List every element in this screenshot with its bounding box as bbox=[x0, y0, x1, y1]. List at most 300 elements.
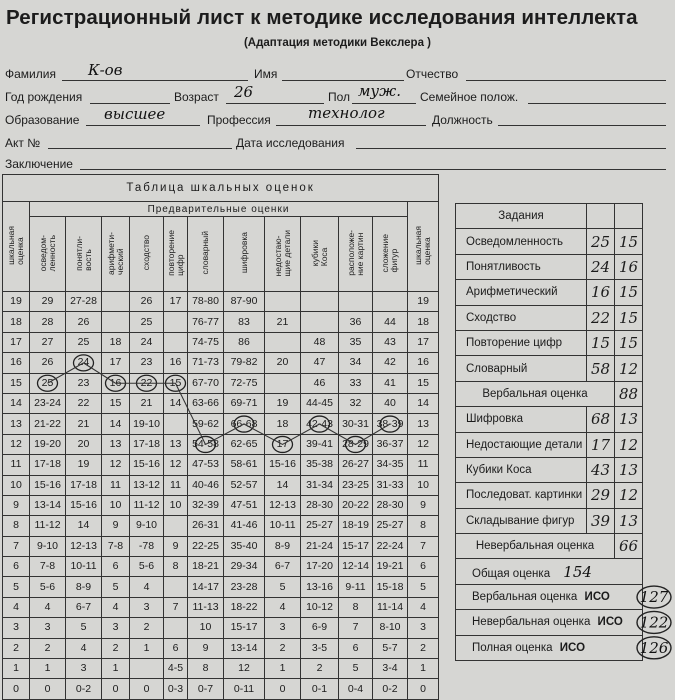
table-cell: 0-7 bbox=[188, 679, 224, 699]
table-cell: 10 bbox=[408, 475, 439, 495]
table-cell: 29 bbox=[30, 292, 66, 312]
table-cell: 44-45 bbox=[301, 393, 339, 413]
exam-date-label: Дата исследования bbox=[236, 136, 345, 150]
conclusion-label: Заключение bbox=[5, 157, 73, 171]
table-cell: 13 bbox=[164, 434, 188, 454]
table-cell: 3 bbox=[102, 618, 130, 638]
table-cell: 0-4 bbox=[339, 679, 373, 699]
table-cell: 13-12 bbox=[130, 475, 164, 495]
task-label: Шифровка bbox=[456, 407, 587, 432]
table-cell: 9-10 bbox=[30, 536, 66, 556]
table-cell: 15 bbox=[3, 373, 30, 393]
iq-abbr: ИСО bbox=[584, 591, 610, 604]
task-label: Арифметический bbox=[456, 280, 587, 305]
task-label: Последоват. картинки bbox=[456, 483, 587, 508]
table-cell: 3 bbox=[3, 618, 30, 638]
table-cell: 3-4 bbox=[373, 659, 408, 679]
table-cell: 7 bbox=[164, 597, 188, 617]
column-header-text: арифмети- ческий bbox=[105, 231, 125, 275]
table-cell: 2 bbox=[102, 638, 130, 658]
iq-abbr: ИСО bbox=[559, 641, 586, 654]
scaled-score: 15 bbox=[615, 305, 643, 330]
table-cell: 3 bbox=[130, 597, 164, 617]
table-cell: 7-8 bbox=[102, 536, 130, 556]
table-cell: 15-17 bbox=[339, 536, 373, 556]
act-number-label: Акт № bbox=[5, 136, 41, 150]
table-cell: 4 bbox=[102, 597, 130, 617]
task-label: Складывание фигур bbox=[456, 508, 587, 533]
table-cell: 18-22 bbox=[224, 597, 265, 617]
table-cell: 2 bbox=[3, 638, 30, 658]
table-cell: 26-31 bbox=[188, 516, 224, 536]
table-cell: 21 bbox=[130, 393, 164, 413]
table-cell: 6-9 bbox=[301, 618, 339, 638]
verbal-score-row-value: 88 bbox=[615, 381, 643, 406]
table-cell: 78-80 bbox=[188, 292, 224, 312]
table-cell: 47-53 bbox=[188, 455, 224, 475]
table-cell: 43 bbox=[373, 332, 408, 352]
table-cell: 0-3 bbox=[164, 679, 188, 699]
column-header-text: повторение цифр bbox=[165, 230, 185, 276]
surname-label: Фамилия bbox=[5, 67, 56, 81]
table-cell: 4-5 bbox=[164, 659, 188, 679]
table-cell: 15-16 bbox=[66, 495, 102, 515]
table-cell: 83 bbox=[224, 312, 265, 332]
table-cell: 44 bbox=[373, 312, 408, 332]
table-cell: 11 bbox=[164, 475, 188, 495]
table-cell: 74-75 bbox=[188, 332, 224, 352]
table-cell: 0 bbox=[102, 679, 130, 699]
scaled-score: 12 bbox=[615, 483, 643, 508]
table-cell: 11-12 bbox=[30, 516, 66, 536]
column-header-text: понятли- вость bbox=[73, 235, 93, 271]
table-cell: 18 bbox=[102, 332, 130, 352]
table-cell: 15-16 bbox=[130, 455, 164, 475]
table-cell: 58-61 bbox=[224, 455, 265, 475]
table-cell: 10-11 bbox=[66, 557, 102, 577]
table-cell: 8-10 bbox=[373, 618, 408, 638]
table-cell: 9 bbox=[164, 536, 188, 556]
table-cell: 17 bbox=[3, 332, 30, 352]
table-cell: 21 bbox=[66, 414, 102, 434]
table-cell: 63-66 bbox=[188, 393, 224, 413]
iq-value: 126 bbox=[639, 638, 669, 657]
table-cell: 2 bbox=[408, 638, 439, 658]
table-cell: 26 bbox=[66, 312, 102, 332]
table-cell: 5 bbox=[339, 659, 373, 679]
sex-value: муж. bbox=[358, 82, 401, 100]
column-header-text: шкальная оценка bbox=[413, 226, 433, 265]
sex-label: Пол bbox=[328, 90, 351, 104]
table-cell: 28-29 bbox=[339, 434, 373, 454]
table-cell: 9 bbox=[408, 495, 439, 515]
table-cell: 23 bbox=[130, 353, 164, 373]
column-header-text: осведом- ленность bbox=[37, 234, 57, 272]
table-cell: 1 bbox=[102, 659, 130, 679]
table-cell: 24 bbox=[66, 353, 102, 373]
table-cell: 16 bbox=[408, 353, 439, 373]
table-cell: 14-17 bbox=[188, 577, 224, 597]
education-value: высшее bbox=[104, 105, 166, 123]
table-cell: 69-71 bbox=[224, 393, 265, 413]
verbal-score-row-label: Вербальная оценка bbox=[456, 381, 615, 406]
table-cell: 18-19 bbox=[339, 516, 373, 536]
table-cell: 23-28 bbox=[224, 577, 265, 597]
table-cell: 2 bbox=[30, 638, 66, 658]
table-cell: 6 bbox=[164, 638, 188, 658]
table-cell: 6 bbox=[102, 557, 130, 577]
profession-label: Профессия bbox=[207, 113, 271, 127]
table-cell: 4 bbox=[66, 638, 102, 658]
table-cell: 4 bbox=[265, 597, 301, 617]
table-cell: 19-20 bbox=[30, 434, 66, 454]
table-cell: 4 bbox=[3, 597, 30, 617]
patronymic-label: Отчество bbox=[406, 67, 459, 81]
scaled-score: 12 bbox=[615, 356, 643, 381]
table-cell: 32-39 bbox=[188, 495, 224, 515]
table-cell: 1 bbox=[265, 659, 301, 679]
page-title: Регистрационный лист к методике исследования интеллекта bbox=[6, 6, 638, 29]
table-cell: 19 bbox=[265, 393, 301, 413]
table-cell: 0-1 bbox=[301, 679, 339, 699]
table-cell: 15-16 bbox=[30, 475, 66, 495]
task-label: Повторение цифр bbox=[456, 330, 587, 355]
table-cell: 10 bbox=[102, 495, 130, 515]
raw-score: 39 bbox=[587, 508, 615, 533]
table-cell: 13-16 bbox=[301, 577, 339, 597]
table-cell: 3 bbox=[30, 618, 66, 638]
table-cell: 79-82 bbox=[224, 353, 265, 373]
table-cell: 21-22 bbox=[30, 414, 66, 434]
table-cell: 52-57 bbox=[224, 475, 265, 495]
column-header-text: сложение фигур bbox=[380, 233, 399, 273]
age-value: 26 bbox=[234, 83, 254, 101]
table-cell: 8 bbox=[188, 659, 224, 679]
table-cell: 31-33 bbox=[373, 475, 408, 495]
table-cell: 19 bbox=[66, 455, 102, 475]
table-cell: 17 bbox=[102, 353, 130, 373]
profession-value: технолог bbox=[308, 104, 385, 122]
task-label: Сходство bbox=[456, 305, 587, 330]
table-cell: 26 bbox=[130, 292, 164, 312]
page-subtitle: (Адаптация методики Векслера ) bbox=[243, 37, 432, 49]
table-cell: 36 bbox=[339, 312, 373, 332]
table-cell: 7 bbox=[3, 536, 30, 556]
table-cell: 41-46 bbox=[224, 516, 265, 536]
table-cell: 22 bbox=[66, 393, 102, 413]
table-cell: 8 bbox=[408, 516, 439, 536]
table-cell: 32 bbox=[339, 393, 373, 413]
table-cell: 5 bbox=[102, 577, 130, 597]
table-cell: 5-6 bbox=[130, 557, 164, 577]
table-cell: 5-6 bbox=[30, 577, 66, 597]
raw-score: 68 bbox=[587, 407, 615, 432]
table-cell: 2 bbox=[265, 638, 301, 658]
table-cell: 54-58 bbox=[188, 434, 224, 454]
table-cell: 0 bbox=[408, 679, 439, 699]
table-cell: 6 bbox=[339, 638, 373, 658]
table-cell: 47 bbox=[301, 353, 339, 373]
table-cell: 30-31 bbox=[339, 414, 373, 434]
table-cell: 13 bbox=[3, 414, 30, 434]
total-score-value: 154 bbox=[563, 562, 592, 581]
raw-score: 24 bbox=[587, 254, 615, 279]
table-cell: 66-68 bbox=[224, 414, 265, 434]
table-cell: 17 bbox=[408, 332, 439, 352]
table-cell: 3-5 bbox=[301, 638, 339, 658]
table-cell: 0 bbox=[30, 679, 66, 699]
tasks-header: Задания bbox=[456, 204, 587, 229]
table-cell: 17 bbox=[265, 434, 301, 454]
table-cell: 25-27 bbox=[373, 516, 408, 536]
table-cell: 76-77 bbox=[188, 312, 224, 332]
table-cell: 38-39 bbox=[373, 414, 408, 434]
table-cell: 0-11 bbox=[224, 679, 265, 699]
table-cell: 14 bbox=[3, 393, 30, 413]
table-cell: 28-30 bbox=[301, 495, 339, 515]
table-cell: 5 bbox=[66, 618, 102, 638]
table-cell: 31-34 bbox=[301, 475, 339, 495]
table-cell: 4 bbox=[30, 597, 66, 617]
task-label: Словарный bbox=[456, 356, 587, 381]
table-cell: 16 bbox=[102, 373, 130, 393]
table-cell: 0 bbox=[265, 679, 301, 699]
column-header-text: словарный bbox=[200, 231, 210, 275]
table-cell: 22 bbox=[130, 373, 164, 393]
table-cell: 25 bbox=[130, 312, 164, 332]
table-cell: 9-10 bbox=[130, 516, 164, 536]
table-cell: 23 bbox=[66, 373, 102, 393]
table-cell: 1 bbox=[408, 659, 439, 679]
scaled-score: 15 bbox=[615, 330, 643, 355]
table-cell: 14 bbox=[164, 393, 188, 413]
table-cell: 8 bbox=[164, 557, 188, 577]
raw-score: 16 bbox=[587, 280, 615, 305]
scaled-score: 12 bbox=[615, 432, 643, 457]
table-cell: 4 bbox=[130, 577, 164, 597]
table-cell: 0 bbox=[3, 679, 30, 699]
table-cell: 6-7 bbox=[265, 557, 301, 577]
table-cell: 4 bbox=[408, 597, 439, 617]
table-cell: 21 bbox=[265, 312, 301, 332]
position-label: Должность bbox=[432, 113, 493, 127]
table-cell: 10 bbox=[3, 475, 30, 495]
table-cell: 14 bbox=[66, 516, 102, 536]
table-cell: 10 bbox=[188, 618, 224, 638]
table-cell: 17-18 bbox=[130, 434, 164, 454]
table-cell: 8-9 bbox=[66, 577, 102, 597]
scaled-score: 13 bbox=[615, 457, 643, 482]
table-cell: 2 bbox=[130, 618, 164, 638]
table-cell: 48 bbox=[301, 332, 339, 352]
table-cell: 6 bbox=[3, 557, 30, 577]
name-label: Имя bbox=[254, 67, 278, 81]
table-cell: 19 bbox=[3, 292, 30, 312]
table-cell: 28-30 bbox=[373, 495, 408, 515]
table-cell: 6 bbox=[408, 557, 439, 577]
table-cell: 10-11 bbox=[265, 516, 301, 536]
scaled-score: 15 bbox=[615, 229, 643, 254]
table-cell: 12 bbox=[224, 659, 265, 679]
table-cell: 13-14 bbox=[30, 495, 66, 515]
iq-abbr: ИСО bbox=[597, 616, 623, 629]
table-cell: 20-22 bbox=[339, 495, 373, 515]
table-cell: 40 bbox=[373, 393, 408, 413]
task-label: Понятливость bbox=[456, 254, 587, 279]
column-header-text: шкальная оценка bbox=[6, 226, 25, 265]
table-cell: 2 bbox=[301, 659, 339, 679]
table-cell: 3 bbox=[265, 618, 301, 638]
nonverbal-score-row-label: Невербальная оценка bbox=[456, 534, 615, 559]
table-cell: 3 bbox=[66, 659, 102, 679]
table-cell: 47-51 bbox=[224, 495, 265, 515]
table-cell: 1 bbox=[130, 638, 164, 658]
table-cell: 1 bbox=[3, 659, 30, 679]
table-cell: 22-25 bbox=[188, 536, 224, 556]
table-cell: 11 bbox=[102, 475, 130, 495]
table-cell: 17-20 bbox=[301, 557, 339, 577]
table-cell: 12 bbox=[164, 455, 188, 475]
table-cell: 8 bbox=[3, 516, 30, 536]
age-label: Возраст bbox=[174, 90, 219, 104]
table-cell: 9 bbox=[188, 638, 224, 658]
table-cell: 11-12 bbox=[130, 495, 164, 515]
column-header-text: шифровка bbox=[238, 232, 249, 274]
task-label: Недостающие детали bbox=[456, 432, 587, 457]
table-cell: 25-27 bbox=[301, 516, 339, 536]
scaled-score: 13 bbox=[615, 407, 643, 432]
table-cell: 17 bbox=[164, 292, 188, 312]
table-cell: 29-34 bbox=[224, 557, 265, 577]
raw-score: 15 bbox=[587, 330, 615, 355]
table-cell: 12-14 bbox=[339, 557, 373, 577]
table-cell: 0 bbox=[130, 679, 164, 699]
table-cell: 87-90 bbox=[224, 292, 265, 312]
table-cell: 25 bbox=[66, 332, 102, 352]
table-cell: 15-16 bbox=[265, 455, 301, 475]
table-cell: 15-17 bbox=[224, 618, 265, 638]
table-cell: 5 bbox=[3, 577, 30, 597]
preliminary-scores-header: Предварительные оценки bbox=[30, 202, 408, 217]
table-cell: 27 bbox=[30, 332, 66, 352]
table-cell: 14 bbox=[408, 393, 439, 413]
table-cell: 72-75 bbox=[224, 373, 265, 393]
table-cell: 5 bbox=[265, 577, 301, 597]
table-cell: 35-38 bbox=[301, 455, 339, 475]
table-cell: 11-14 bbox=[373, 597, 408, 617]
total-score-label: Общая оценка bbox=[472, 567, 551, 580]
table-cell: 17-18 bbox=[66, 475, 102, 495]
table-cell: 11 bbox=[408, 455, 439, 475]
table-cell: 19-10 bbox=[130, 414, 164, 434]
table-cell: 35-40 bbox=[224, 536, 265, 556]
table-cell: 12-13 bbox=[66, 536, 102, 556]
scaled-score: 16 bbox=[615, 254, 643, 279]
raw-score: 17 bbox=[587, 432, 615, 457]
table-cell: 26-27 bbox=[339, 455, 373, 475]
table-cell: 10 bbox=[164, 495, 188, 515]
table-cell: 33 bbox=[339, 373, 373, 393]
task-label: Осведомленность bbox=[456, 229, 587, 254]
nonverbal-score-row-value: 66 bbox=[615, 534, 643, 559]
table-cell: 0-2 bbox=[373, 679, 408, 699]
column-header-text: сходство bbox=[141, 235, 151, 271]
table-cell: 23-24 bbox=[30, 393, 66, 413]
table-cell: 10-12 bbox=[301, 597, 339, 617]
table-cell: 6-7 bbox=[66, 597, 102, 617]
raw-score: 29 bbox=[587, 483, 615, 508]
table-cell: 42 bbox=[373, 353, 408, 373]
scaled-score: 13 bbox=[615, 508, 643, 533]
table-cell: 86 bbox=[224, 332, 265, 352]
table-cell: 18 bbox=[265, 414, 301, 434]
table-cell: 5 bbox=[408, 577, 439, 597]
table-cell: 28 bbox=[30, 312, 66, 332]
table-cell: 12 bbox=[408, 434, 439, 454]
table-cell: 25 bbox=[30, 373, 66, 393]
raw-score: 22 bbox=[587, 305, 615, 330]
table-cell: 71-73 bbox=[188, 353, 224, 373]
table-cell: 11-13 bbox=[188, 597, 224, 617]
table-cell: 7 bbox=[408, 536, 439, 556]
table-cell: 24 bbox=[130, 332, 164, 352]
table-cell: 3 bbox=[408, 618, 439, 638]
table-cell: 19 bbox=[408, 292, 439, 312]
table-cell: 14 bbox=[265, 475, 301, 495]
iq-label: Вербальная оценка bbox=[472, 591, 578, 604]
table-cell: 20 bbox=[265, 353, 301, 373]
table-cell: 67-70 bbox=[188, 373, 224, 393]
column-header-text: недостаю- щие детали bbox=[272, 229, 292, 277]
table-cell: 35 bbox=[339, 332, 373, 352]
table-cell: 15 bbox=[164, 373, 188, 393]
table-cell: 34-35 bbox=[373, 455, 408, 475]
scale-table-title: Таблица шкальных оценок bbox=[3, 175, 439, 202]
table-cell: 12 bbox=[3, 434, 30, 454]
surname-value: К-ов bbox=[88, 61, 123, 79]
table-cell: 34 bbox=[339, 353, 373, 373]
table-cell: 9 bbox=[3, 495, 30, 515]
table-cell: 13 bbox=[408, 414, 439, 434]
birth-year-label: Год рождения bbox=[5, 90, 83, 104]
table-cell: 15-18 bbox=[373, 577, 408, 597]
profile-line bbox=[48, 363, 391, 445]
table-cell: 42-43 bbox=[301, 414, 339, 434]
table-cell: 9-11 bbox=[339, 577, 373, 597]
iq-label: Полная оценка bbox=[472, 641, 553, 654]
raw-score: 43 bbox=[587, 457, 615, 482]
table-cell: 16 bbox=[164, 353, 188, 373]
column-header-text: кубики Коса bbox=[309, 239, 329, 267]
table-cell: 59-62 bbox=[188, 414, 224, 434]
table-row bbox=[3, 679, 439, 699]
table-cell: 27-28 bbox=[66, 292, 102, 312]
table-cell: 11 bbox=[3, 455, 30, 475]
table-cell: 41 bbox=[373, 373, 408, 393]
table-cell: 26 bbox=[30, 353, 66, 373]
table-cell: 1 bbox=[30, 659, 66, 679]
table-cell: 39-41 bbox=[301, 434, 339, 454]
iq-label: Невербальная оценка bbox=[472, 616, 591, 629]
iq-value: 127 bbox=[639, 588, 669, 607]
table-cell: 18-21 bbox=[188, 557, 224, 577]
table-cell: 21-24 bbox=[301, 536, 339, 556]
table-cell: 8 bbox=[339, 597, 373, 617]
table-cell: 22-24 bbox=[373, 536, 408, 556]
table-cell: 17-18 bbox=[30, 455, 66, 475]
table-cell: 16 bbox=[3, 353, 30, 373]
table-cell: 13 bbox=[102, 434, 130, 454]
